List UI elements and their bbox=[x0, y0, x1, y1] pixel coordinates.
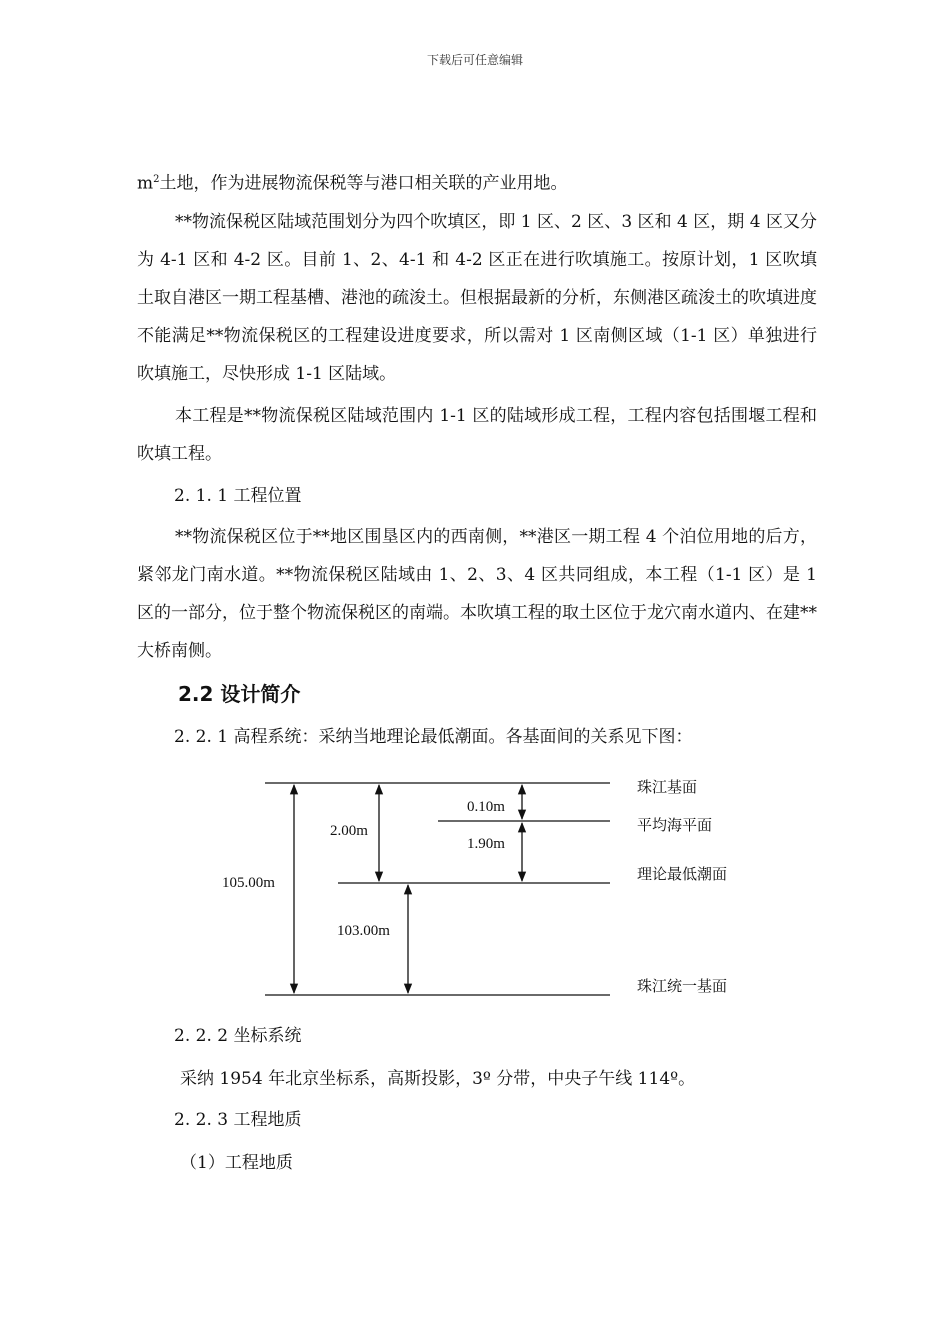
label-unified-datum: 珠江统一基面 bbox=[637, 977, 728, 995]
label-mean-sea-level: 平均海平面 bbox=[637, 816, 713, 834]
heading-2-2-2: 2. 2. 2 坐标系统 bbox=[174, 1026, 302, 1046]
paragraph-4: **物流保税区位于**地区围垦区内的西南侧，**港区一期工程 4 个泊位用地的后方，紧邻龙门南水道。**物流保税区陆域由 1、2、3、4 区共同组成，本工程（1-1 区）是 1 区的一部分，位于整个物流保税区的南端。本吹填工程的取土区位于龙穴南水道内、在建**大桥南侧。 bbox=[137, 527, 817, 661]
heading-2-1-1: 2. 1. 1 工程位置 bbox=[174, 486, 302, 506]
paragraph-3: 本工程是**物流保税区陆域范围内 1-1 区的陆域形成工程，工程内容包括围堰工程和吹填工程。 bbox=[137, 406, 817, 464]
dim-1-9m: 1.90m bbox=[467, 836, 505, 852]
dim-103m: 103.00m bbox=[337, 923, 390, 939]
dim-2m: 2.00m bbox=[330, 823, 368, 839]
heading-2-2-3: 2. 2. 3 工程地质 bbox=[174, 1110, 302, 1130]
heading-2-2: 2.2 设计简介 bbox=[178, 682, 301, 706]
label-lowest-tide: 理论最低潮面 bbox=[637, 865, 728, 883]
heading-engineering-geology: （1）工程地质 bbox=[180, 1153, 293, 1173]
p1-text: 土地，作为进展物流保税等与港口相关联的产业用地。 bbox=[159, 173, 568, 194]
paragraph-2: **物流保税区陆域范围划分为四个吹填区，即 1 区、2 区、3 区和 4 区，期 4 区又分为 4-1 区和 4-2 区。目前 1、2、4-1 和 4-2 区正在进行吹填施工。按原计划，1 区吹填土取自港区一期工程基槽、港池的疏浚土。但根据最新的分析，东侧港区疏浚土的吹填进度不能满足**物流保税区的工程建设进度要求，所以需对 1 区南侧区域（1-1 区）单独进行吹填施工，尽快形成 1-1 区陆域。 bbox=[137, 212, 817, 384]
heading-2-2-1: 2. 2. 1 高程系统：采纳当地理论最低潮面。各基面间的关系见下图： bbox=[174, 727, 693, 747]
dim-105m: 105.00m bbox=[222, 875, 275, 891]
page-header: 下载后可任意编辑 bbox=[426, 53, 523, 67]
p1-unit: m bbox=[137, 173, 154, 194]
label-zhujiang-datum: 珠江基面 bbox=[637, 778, 698, 796]
paragraph-coordinate-system: 采纳 1954 年北京坐标系，高斯投影，3º 分带，中央子午线 114º。 bbox=[180, 1069, 696, 1089]
p1-superscript: 2 bbox=[153, 174, 160, 185]
dim-0-1m: 0.10m bbox=[467, 799, 505, 815]
